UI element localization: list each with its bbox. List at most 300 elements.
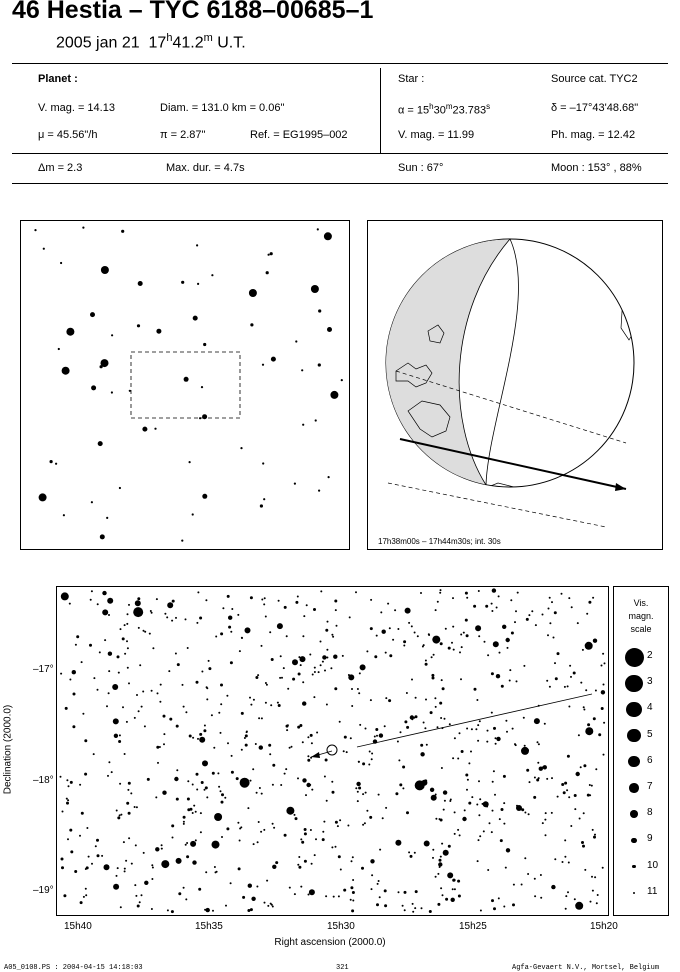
chart-star bbox=[107, 775, 109, 777]
chart-star bbox=[106, 705, 108, 707]
chart-star bbox=[135, 844, 137, 846]
chart-star bbox=[417, 635, 419, 637]
chart-star bbox=[298, 856, 300, 858]
chart-star bbox=[545, 834, 547, 836]
chart-star bbox=[131, 863, 133, 865]
chart-star bbox=[506, 848, 510, 852]
chart-star bbox=[185, 844, 187, 846]
chart-star bbox=[351, 705, 353, 707]
chart-star bbox=[486, 741, 488, 743]
chart-star bbox=[380, 611, 382, 613]
chart-star bbox=[60, 673, 62, 675]
chart-star bbox=[277, 623, 283, 629]
chart-star bbox=[330, 667, 332, 669]
chart-star bbox=[142, 691, 144, 693]
star-chart-frame bbox=[56, 586, 609, 916]
chart-star bbox=[495, 737, 497, 739]
chart-star bbox=[362, 793, 364, 795]
chart-star bbox=[113, 718, 119, 724]
chart-star bbox=[228, 616, 232, 620]
chart-star bbox=[580, 682, 582, 684]
chart-star bbox=[371, 758, 373, 760]
chart-star bbox=[211, 714, 213, 716]
chart-star bbox=[183, 823, 185, 825]
star-vmag: V. mag. = 11.99 bbox=[398, 129, 475, 141]
chart-star bbox=[93, 753, 95, 755]
chart-star bbox=[384, 904, 387, 907]
chart-star bbox=[171, 824, 174, 827]
chart-star bbox=[61, 866, 64, 869]
chart-star bbox=[397, 741, 399, 743]
finder-field-box bbox=[131, 352, 240, 418]
chart-star bbox=[135, 895, 137, 897]
chart-star bbox=[116, 875, 118, 877]
chart-star bbox=[503, 906, 505, 908]
chart-star bbox=[88, 856, 90, 858]
chart-star bbox=[477, 740, 479, 742]
chart-star bbox=[128, 837, 130, 839]
chart-star bbox=[411, 718, 413, 720]
chart-star bbox=[261, 717, 263, 719]
chart-star bbox=[81, 661, 83, 663]
chart-star bbox=[172, 600, 175, 603]
finder-star bbox=[137, 324, 140, 327]
chart-star bbox=[230, 631, 232, 633]
chart-star bbox=[529, 781, 531, 783]
chart-star bbox=[119, 734, 121, 736]
chart-star bbox=[186, 855, 189, 858]
chart-star bbox=[601, 665, 603, 667]
chart-star bbox=[314, 854, 316, 856]
header-bottom-rule bbox=[12, 183, 668, 184]
chart-star bbox=[311, 789, 313, 791]
planet-motion: μ = 45.56"/h bbox=[38, 129, 98, 141]
chart-star bbox=[564, 839, 566, 841]
chart-star bbox=[199, 733, 202, 736]
finder-star bbox=[262, 462, 264, 464]
chart-star bbox=[352, 891, 355, 894]
chart-star bbox=[102, 609, 108, 615]
chart-star bbox=[326, 800, 328, 802]
chart-star bbox=[225, 905, 227, 907]
chart-star bbox=[588, 601, 591, 604]
chart-star bbox=[496, 607, 498, 609]
chart-star bbox=[357, 688, 359, 690]
chart-star bbox=[402, 905, 404, 907]
chart-star bbox=[414, 852, 416, 854]
chart-star bbox=[602, 867, 604, 869]
chart-star bbox=[441, 679, 443, 681]
chart-star bbox=[197, 591, 199, 593]
chart-star bbox=[301, 841, 304, 844]
chart-star bbox=[590, 901, 592, 903]
magnitude-scale-legend bbox=[613, 586, 669, 916]
chart-star bbox=[343, 750, 345, 752]
chart-star bbox=[269, 753, 271, 755]
chart-star bbox=[429, 910, 432, 913]
chart-star bbox=[564, 782, 567, 785]
chart-star bbox=[384, 725, 386, 727]
chart-star bbox=[70, 781, 73, 784]
chart-star bbox=[368, 764, 370, 766]
chart-star bbox=[566, 789, 568, 791]
chart-star bbox=[432, 857, 434, 859]
chart-star bbox=[348, 674, 354, 680]
chart-star bbox=[298, 673, 301, 676]
chart-star bbox=[190, 808, 193, 811]
chart-star bbox=[250, 908, 253, 911]
chart-star bbox=[310, 829, 312, 831]
moon-elongation: Moon : 153° , 88% bbox=[551, 162, 642, 174]
chart-star bbox=[379, 733, 383, 737]
chart-star bbox=[69, 603, 71, 605]
chart-star bbox=[268, 744, 271, 747]
chart-star bbox=[443, 809, 445, 811]
legend-label: 6 bbox=[647, 754, 653, 766]
chart-star bbox=[430, 788, 434, 792]
event-hour: 17 bbox=[148, 34, 167, 52]
chart-star bbox=[439, 592, 441, 594]
finder-star bbox=[341, 379, 343, 381]
chart-star bbox=[449, 723, 451, 725]
chart-star bbox=[351, 860, 353, 862]
chart-star bbox=[307, 736, 309, 738]
chart-star bbox=[324, 670, 326, 672]
chart-star bbox=[428, 634, 430, 636]
finder-star bbox=[121, 230, 124, 233]
legend-label: 2 bbox=[647, 650, 653, 661]
finder-star bbox=[318, 309, 321, 312]
chart-star bbox=[143, 852, 145, 854]
planet-reference: Ref. = EG1995–002 bbox=[250, 129, 348, 141]
chart-star bbox=[334, 600, 337, 603]
chart-star bbox=[470, 751, 472, 753]
chart-star bbox=[408, 622, 410, 624]
chart-star bbox=[84, 773, 87, 776]
y-tick-2: –19° bbox=[33, 885, 54, 896]
chart-star bbox=[483, 801, 489, 807]
chart-star bbox=[441, 767, 443, 769]
finder-star bbox=[294, 483, 296, 485]
chart-star bbox=[451, 642, 453, 644]
chart-star bbox=[332, 791, 335, 794]
legend-dot bbox=[626, 702, 641, 717]
chart-star bbox=[392, 639, 394, 641]
chart-star bbox=[431, 795, 437, 801]
chart-star bbox=[228, 626, 231, 629]
chart-star bbox=[398, 891, 400, 893]
chart-star bbox=[295, 817, 298, 820]
chart-star bbox=[365, 792, 367, 794]
chart-star bbox=[442, 687, 445, 690]
chart-star bbox=[97, 854, 100, 857]
finder-star bbox=[301, 369, 303, 371]
finder-star bbox=[60, 262, 62, 264]
chart-star bbox=[208, 660, 210, 662]
chart-star bbox=[452, 757, 454, 759]
chart-star bbox=[289, 747, 291, 749]
chart-star bbox=[183, 706, 185, 708]
chart-star bbox=[405, 608, 411, 614]
chart-star bbox=[183, 821, 185, 823]
chart-star bbox=[149, 633, 151, 635]
chart-star bbox=[514, 621, 516, 623]
chart-star bbox=[104, 639, 106, 641]
chart-star bbox=[250, 704, 252, 706]
chart-star bbox=[411, 625, 413, 627]
legend-dot bbox=[632, 865, 636, 869]
chart-star bbox=[65, 707, 68, 710]
chart-star bbox=[108, 761, 110, 763]
chart-star bbox=[107, 598, 113, 604]
chart-star bbox=[465, 619, 468, 622]
chart-star bbox=[273, 827, 275, 829]
chart-star bbox=[457, 758, 459, 760]
chart-star bbox=[535, 624, 537, 626]
legend-label: 10 bbox=[647, 859, 659, 871]
chart-star bbox=[61, 858, 64, 861]
chart-star bbox=[557, 652, 560, 655]
chart-star bbox=[356, 782, 360, 786]
chart-star bbox=[331, 846, 333, 848]
planet-heading: Planet : bbox=[38, 73, 78, 85]
chart-star bbox=[80, 901, 83, 904]
chart-star bbox=[379, 849, 381, 851]
chart-star bbox=[526, 618, 529, 621]
chart-star bbox=[594, 834, 596, 836]
chart-star bbox=[350, 899, 352, 901]
chart-star bbox=[63, 894, 66, 897]
chart-star bbox=[172, 837, 174, 839]
chart-star bbox=[593, 639, 597, 643]
chart-star bbox=[414, 907, 416, 909]
chart-star bbox=[213, 747, 215, 749]
chart-star bbox=[212, 910, 214, 912]
finder-star bbox=[91, 501, 93, 503]
chart-star bbox=[465, 592, 468, 595]
chart-star bbox=[203, 729, 206, 732]
chart-star bbox=[527, 749, 529, 751]
chart-star bbox=[375, 728, 378, 731]
chart-star bbox=[286, 635, 288, 637]
chart-star bbox=[66, 802, 69, 805]
chart-star bbox=[491, 831, 493, 833]
chart-star bbox=[389, 654, 392, 657]
chart-star bbox=[196, 773, 199, 776]
chart-star bbox=[272, 823, 274, 825]
chart-star bbox=[221, 801, 224, 804]
chart-star bbox=[362, 824, 364, 826]
chart-star bbox=[220, 703, 222, 705]
chart-star bbox=[478, 839, 480, 841]
chart-star bbox=[415, 715, 418, 718]
chart-star bbox=[312, 674, 314, 676]
chart-star bbox=[457, 829, 459, 831]
chart-star bbox=[83, 896, 85, 898]
chart-star bbox=[604, 662, 606, 664]
finder-star bbox=[39, 493, 47, 501]
chart-star bbox=[241, 712, 244, 715]
finder-star bbox=[197, 283, 199, 285]
chart-star bbox=[171, 910, 174, 913]
chart-star bbox=[72, 725, 75, 728]
finder-star bbox=[262, 364, 264, 366]
chart-star bbox=[311, 742, 313, 744]
chart-star bbox=[439, 702, 442, 705]
header-top-rule bbox=[12, 63, 668, 64]
chart-star bbox=[443, 790, 447, 794]
shadow-direction-arrow bbox=[615, 483, 626, 491]
chart-star bbox=[253, 843, 255, 845]
chart-star bbox=[431, 656, 433, 658]
chart-star bbox=[267, 905, 269, 907]
asteroid-arrow-head bbox=[311, 752, 320, 758]
chart-star bbox=[120, 814, 122, 816]
chart-star bbox=[241, 637, 243, 639]
chart-star bbox=[272, 865, 276, 869]
chart-star bbox=[95, 845, 97, 847]
chart-star bbox=[218, 786, 220, 788]
chart-star bbox=[300, 838, 302, 840]
sun-elongation: Sun : 67° bbox=[398, 162, 444, 174]
legend-dot bbox=[625, 675, 642, 692]
chart-star bbox=[589, 784, 591, 786]
finder-star bbox=[317, 228, 319, 230]
chart-star bbox=[324, 776, 326, 778]
chart-star bbox=[256, 886, 258, 888]
chart-star bbox=[595, 690, 597, 692]
chart-star bbox=[565, 895, 567, 897]
chart-star bbox=[116, 810, 118, 812]
legend-dot bbox=[630, 810, 638, 818]
chart-star bbox=[289, 887, 291, 889]
chart-star bbox=[563, 791, 566, 794]
chart-star bbox=[163, 743, 165, 745]
chart-star bbox=[183, 887, 185, 889]
finder-star bbox=[250, 323, 253, 326]
chart-star bbox=[491, 603, 493, 605]
finder-star bbox=[50, 460, 53, 463]
finder-star bbox=[330, 391, 338, 399]
chart-star bbox=[335, 609, 337, 611]
chart-star bbox=[143, 630, 145, 632]
finder-star bbox=[119, 487, 121, 489]
chart-star bbox=[595, 768, 597, 770]
chart-star bbox=[256, 792, 258, 794]
finder-star bbox=[142, 427, 147, 432]
chart-star bbox=[230, 882, 232, 884]
chart-star bbox=[459, 834, 461, 836]
chart-star bbox=[309, 784, 311, 786]
finder-star bbox=[199, 417, 201, 419]
star-heading: Star : bbox=[398, 73, 425, 85]
chart-star bbox=[117, 867, 119, 869]
finder-star bbox=[91, 385, 96, 390]
chart-star bbox=[250, 780, 252, 782]
chart-star bbox=[297, 777, 299, 779]
chart-star bbox=[596, 902, 598, 904]
chart-star bbox=[547, 634, 549, 636]
chart-star bbox=[306, 604, 308, 606]
chart-star bbox=[190, 841, 196, 847]
chart-star bbox=[430, 711, 433, 714]
planet-parallax: π = 2.87" bbox=[160, 129, 206, 141]
chart-star bbox=[171, 620, 173, 622]
chart-star bbox=[134, 806, 136, 808]
chart-star bbox=[471, 728, 473, 730]
chart-star bbox=[448, 647, 451, 650]
finder-star bbox=[202, 414, 207, 419]
chart-star bbox=[187, 798, 190, 801]
chart-star bbox=[118, 740, 121, 743]
chart-star bbox=[583, 764, 586, 767]
chart-star bbox=[126, 623, 128, 625]
chart-star bbox=[402, 787, 404, 789]
chart-star bbox=[176, 725, 179, 728]
chart-star bbox=[163, 865, 165, 867]
chart-star bbox=[278, 704, 281, 707]
chart-star bbox=[503, 802, 505, 804]
chart-star bbox=[151, 612, 153, 614]
chart-star bbox=[377, 883, 379, 885]
max-duration: Max. dur. = 4.7s bbox=[166, 162, 245, 174]
chart-star bbox=[333, 655, 337, 659]
chart-star bbox=[224, 797, 226, 799]
chart-star bbox=[562, 861, 564, 863]
finder-stars bbox=[34, 227, 343, 542]
chart-star bbox=[369, 751, 371, 753]
chart-star bbox=[359, 724, 361, 726]
chart-star bbox=[141, 894, 143, 896]
chart-star bbox=[175, 617, 177, 619]
chart-star bbox=[512, 728, 514, 730]
chart-star bbox=[117, 816, 120, 819]
finder-star bbox=[66, 328, 74, 336]
chart-star bbox=[479, 720, 481, 722]
chart-star bbox=[463, 632, 465, 634]
chart-star bbox=[496, 737, 500, 741]
chart-star bbox=[302, 701, 306, 705]
chart-star bbox=[271, 904, 273, 906]
chart-star bbox=[252, 768, 254, 770]
chart-star bbox=[478, 635, 480, 637]
chart-star bbox=[570, 825, 572, 827]
chart-star bbox=[454, 833, 456, 835]
chart-star bbox=[205, 599, 207, 601]
chart-star bbox=[474, 688, 477, 691]
chart-star bbox=[214, 866, 216, 868]
chart-star bbox=[302, 681, 304, 683]
chart-star bbox=[151, 878, 153, 880]
chart-star bbox=[439, 866, 441, 868]
legend-label: 9 bbox=[647, 833, 653, 845]
chart-star bbox=[108, 614, 110, 616]
chart-star bbox=[185, 618, 187, 620]
chart-star bbox=[478, 814, 480, 816]
event-date: 2005 jan 21 bbox=[56, 34, 140, 52]
chart-star bbox=[505, 720, 507, 722]
chart-star bbox=[177, 663, 180, 666]
chart-star bbox=[574, 808, 576, 810]
finder-star bbox=[328, 476, 330, 478]
chart-star bbox=[68, 785, 70, 787]
chart-star bbox=[360, 664, 366, 670]
chart-star bbox=[114, 734, 118, 738]
chart-star bbox=[467, 779, 469, 781]
chart-star bbox=[124, 624, 126, 626]
chart-star bbox=[452, 626, 454, 628]
finder-star bbox=[63, 514, 65, 516]
